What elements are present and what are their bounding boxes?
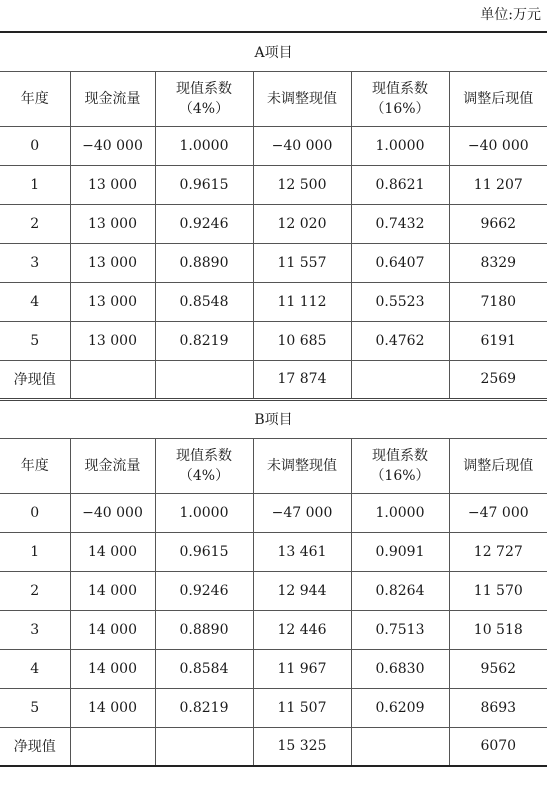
cell-empty bbox=[70, 727, 155, 766]
cell-unadjusted: 12 944 bbox=[253, 571, 351, 610]
cell-unadjusted: 11 967 bbox=[253, 649, 351, 688]
cell-year: 3 bbox=[0, 243, 70, 282]
cell-factor-16: 0.6830 bbox=[351, 649, 449, 688]
section-title-row bbox=[0, 32, 547, 71]
cell-factor-4: 0.9246 bbox=[155, 204, 253, 243]
cell-cashflow: 14 000 bbox=[70, 610, 155, 649]
cell-year: 5 bbox=[0, 688, 70, 727]
cell-cashflow: −40 000 bbox=[70, 126, 155, 165]
cell-unadjusted: 13 461 bbox=[253, 532, 351, 571]
cell-factor-4: 0.8219 bbox=[155, 321, 253, 360]
cell-cashflow: −40 000 bbox=[70, 493, 155, 532]
table-row bbox=[0, 126, 547, 165]
npv-unadjusted: 17 874 bbox=[253, 360, 351, 399]
col-header-pv-factor-4 bbox=[155, 71, 253, 126]
cell-factor-4: 0.8890 bbox=[155, 610, 253, 649]
col-header-year: 年度 bbox=[0, 438, 70, 493]
cell-factor-16: 0.7432 bbox=[351, 204, 449, 243]
cell-year: 0 bbox=[0, 493, 70, 532]
cell-empty bbox=[155, 727, 253, 766]
cell-cashflow: 14 000 bbox=[70, 688, 155, 727]
table-row bbox=[0, 282, 547, 321]
cell-year: 5 bbox=[0, 321, 70, 360]
npv-label: 净现值 bbox=[0, 727, 70, 766]
table-row bbox=[0, 532, 547, 571]
cell-unadjusted: 11 557 bbox=[253, 243, 351, 282]
cell-factor-4: 0.8584 bbox=[155, 649, 253, 688]
table-row bbox=[0, 610, 547, 649]
cell-unadjusted: −47 000 bbox=[253, 493, 351, 532]
pv-factor-4-line1: 现值系数 bbox=[176, 447, 232, 464]
pv-factor-4-line1: 现值系数 bbox=[176, 80, 232, 97]
cell-cashflow: 14 000 bbox=[70, 649, 155, 688]
col-header-unadjusted-pv: 未调整现值 bbox=[253, 71, 351, 126]
cell-year: 4 bbox=[0, 649, 70, 688]
cell-year: 1 bbox=[0, 165, 70, 204]
cell-factor-16: 0.9091 bbox=[351, 532, 449, 571]
npv-row bbox=[0, 360, 547, 399]
cell-factor-16: 0.6407 bbox=[351, 243, 449, 282]
cell-unadjusted: 10 685 bbox=[253, 321, 351, 360]
table-row bbox=[0, 165, 547, 204]
cell-unadjusted: 12 020 bbox=[253, 204, 351, 243]
col-header-unadjusted-pv: 未调整现值 bbox=[253, 438, 351, 493]
col-header-cashflow: 现金流量 bbox=[70, 71, 155, 126]
cell-factor-4: 0.9246 bbox=[155, 571, 253, 610]
cell-adjusted: 7180 bbox=[449, 282, 547, 321]
col-header-cashflow: 现金流量 bbox=[70, 438, 155, 493]
cell-cashflow: 14 000 bbox=[70, 532, 155, 571]
cell-factor-4: 1.0000 bbox=[155, 126, 253, 165]
section-title-row bbox=[0, 399, 547, 438]
cell-year: 2 bbox=[0, 571, 70, 610]
cell-empty bbox=[155, 360, 253, 399]
cell-cashflow: 13 000 bbox=[70, 282, 155, 321]
cell-adjusted: 10 518 bbox=[449, 610, 547, 649]
header-row bbox=[0, 71, 547, 126]
col-header-pv-factor-16 bbox=[351, 71, 449, 126]
cell-cashflow: 14 000 bbox=[70, 571, 155, 610]
cell-adjusted: 8329 bbox=[449, 243, 547, 282]
col-header-pv-factor-4 bbox=[155, 438, 253, 493]
col-header-adjusted-pv: 调整后现值 bbox=[449, 71, 547, 126]
cell-factor-4: 1.0000 bbox=[155, 493, 253, 532]
table-row bbox=[0, 649, 547, 688]
table-row bbox=[0, 493, 547, 532]
cell-factor-16: 0.8264 bbox=[351, 571, 449, 610]
cell-year: 0 bbox=[0, 126, 70, 165]
cell-factor-4: 0.8890 bbox=[155, 243, 253, 282]
cell-cashflow: 13 000 bbox=[70, 243, 155, 282]
cell-empty bbox=[351, 727, 449, 766]
cell-factor-16: 1.0000 bbox=[351, 126, 449, 165]
cell-adjusted: 11 570 bbox=[449, 571, 547, 610]
header-row bbox=[0, 438, 547, 493]
cell-adjusted: −40 000 bbox=[449, 126, 547, 165]
cell-adjusted: 11 207 bbox=[449, 165, 547, 204]
cell-factor-4: 0.8219 bbox=[155, 688, 253, 727]
unit-label: 单位:万元 bbox=[480, 7, 541, 23]
cell-year: 2 bbox=[0, 204, 70, 243]
table-row bbox=[0, 204, 547, 243]
cell-factor-16: 0.7513 bbox=[351, 610, 449, 649]
cell-factor-16: 0.5523 bbox=[351, 282, 449, 321]
cell-cashflow: 13 000 bbox=[70, 204, 155, 243]
col-header-pv-factor-16 bbox=[351, 438, 449, 493]
cell-factor-16: 0.4762 bbox=[351, 321, 449, 360]
table-row bbox=[0, 571, 547, 610]
cell-factor-16: 0.8621 bbox=[351, 165, 449, 204]
cell-unadjusted: 12 500 bbox=[253, 165, 351, 204]
npv-adjusted: 2569 bbox=[449, 360, 547, 399]
cell-factor-4: 0.9615 bbox=[155, 532, 253, 571]
npv-row bbox=[0, 727, 547, 766]
table-row bbox=[0, 688, 547, 727]
col-header-year: 年度 bbox=[0, 71, 70, 126]
cell-adjusted: 6191 bbox=[449, 321, 547, 360]
cell-factor-4: 0.9615 bbox=[155, 165, 253, 204]
cell-factor-4: 0.8548 bbox=[155, 282, 253, 321]
cell-unadjusted: 12 446 bbox=[253, 610, 351, 649]
cell-unadjusted: −40 000 bbox=[253, 126, 351, 165]
cell-factor-16: 1.0000 bbox=[351, 493, 449, 532]
cell-adjusted: 9662 bbox=[449, 204, 547, 243]
cell-cashflow: 13 000 bbox=[70, 165, 155, 204]
pv-factor-4-line2: （4%） bbox=[178, 467, 230, 484]
npv-unadjusted: 15 325 bbox=[253, 727, 351, 766]
cell-empty bbox=[351, 360, 449, 399]
cell-adjusted: 12 727 bbox=[449, 532, 547, 571]
npv-comparison-table bbox=[0, 31, 547, 767]
cell-adjusted: 8693 bbox=[449, 688, 547, 727]
cell-unadjusted: 11 507 bbox=[253, 688, 351, 727]
cell-factor-16: 0.6209 bbox=[351, 688, 449, 727]
table-row bbox=[0, 321, 547, 360]
project-b-title: B项目 bbox=[0, 399, 547, 438]
cell-year: 1 bbox=[0, 532, 70, 571]
cell-adjusted: 9562 bbox=[449, 649, 547, 688]
col-header-adjusted-pv: 调整后现值 bbox=[449, 438, 547, 493]
project-a-title: A项目 bbox=[0, 32, 547, 71]
cell-empty bbox=[70, 360, 155, 399]
pv-factor-16-line2: （16%） bbox=[370, 467, 430, 484]
cell-year: 3 bbox=[0, 610, 70, 649]
table-row bbox=[0, 243, 547, 282]
pv-factor-16-line1: 现值系数 bbox=[372, 447, 428, 464]
cell-year: 4 bbox=[0, 282, 70, 321]
pv-factor-16-line2: （16%） bbox=[370, 100, 430, 117]
pv-factor-16-line1: 现值系数 bbox=[372, 80, 428, 97]
npv-adjusted: 6070 bbox=[449, 727, 547, 766]
cell-unadjusted: 11 112 bbox=[253, 282, 351, 321]
pv-factor-4-line2: （4%） bbox=[178, 100, 230, 117]
npv-label: 净现值 bbox=[0, 360, 70, 399]
cell-cashflow: 13 000 bbox=[70, 321, 155, 360]
table-container bbox=[0, 31, 547, 767]
cell-adjusted: −47 000 bbox=[449, 493, 547, 532]
